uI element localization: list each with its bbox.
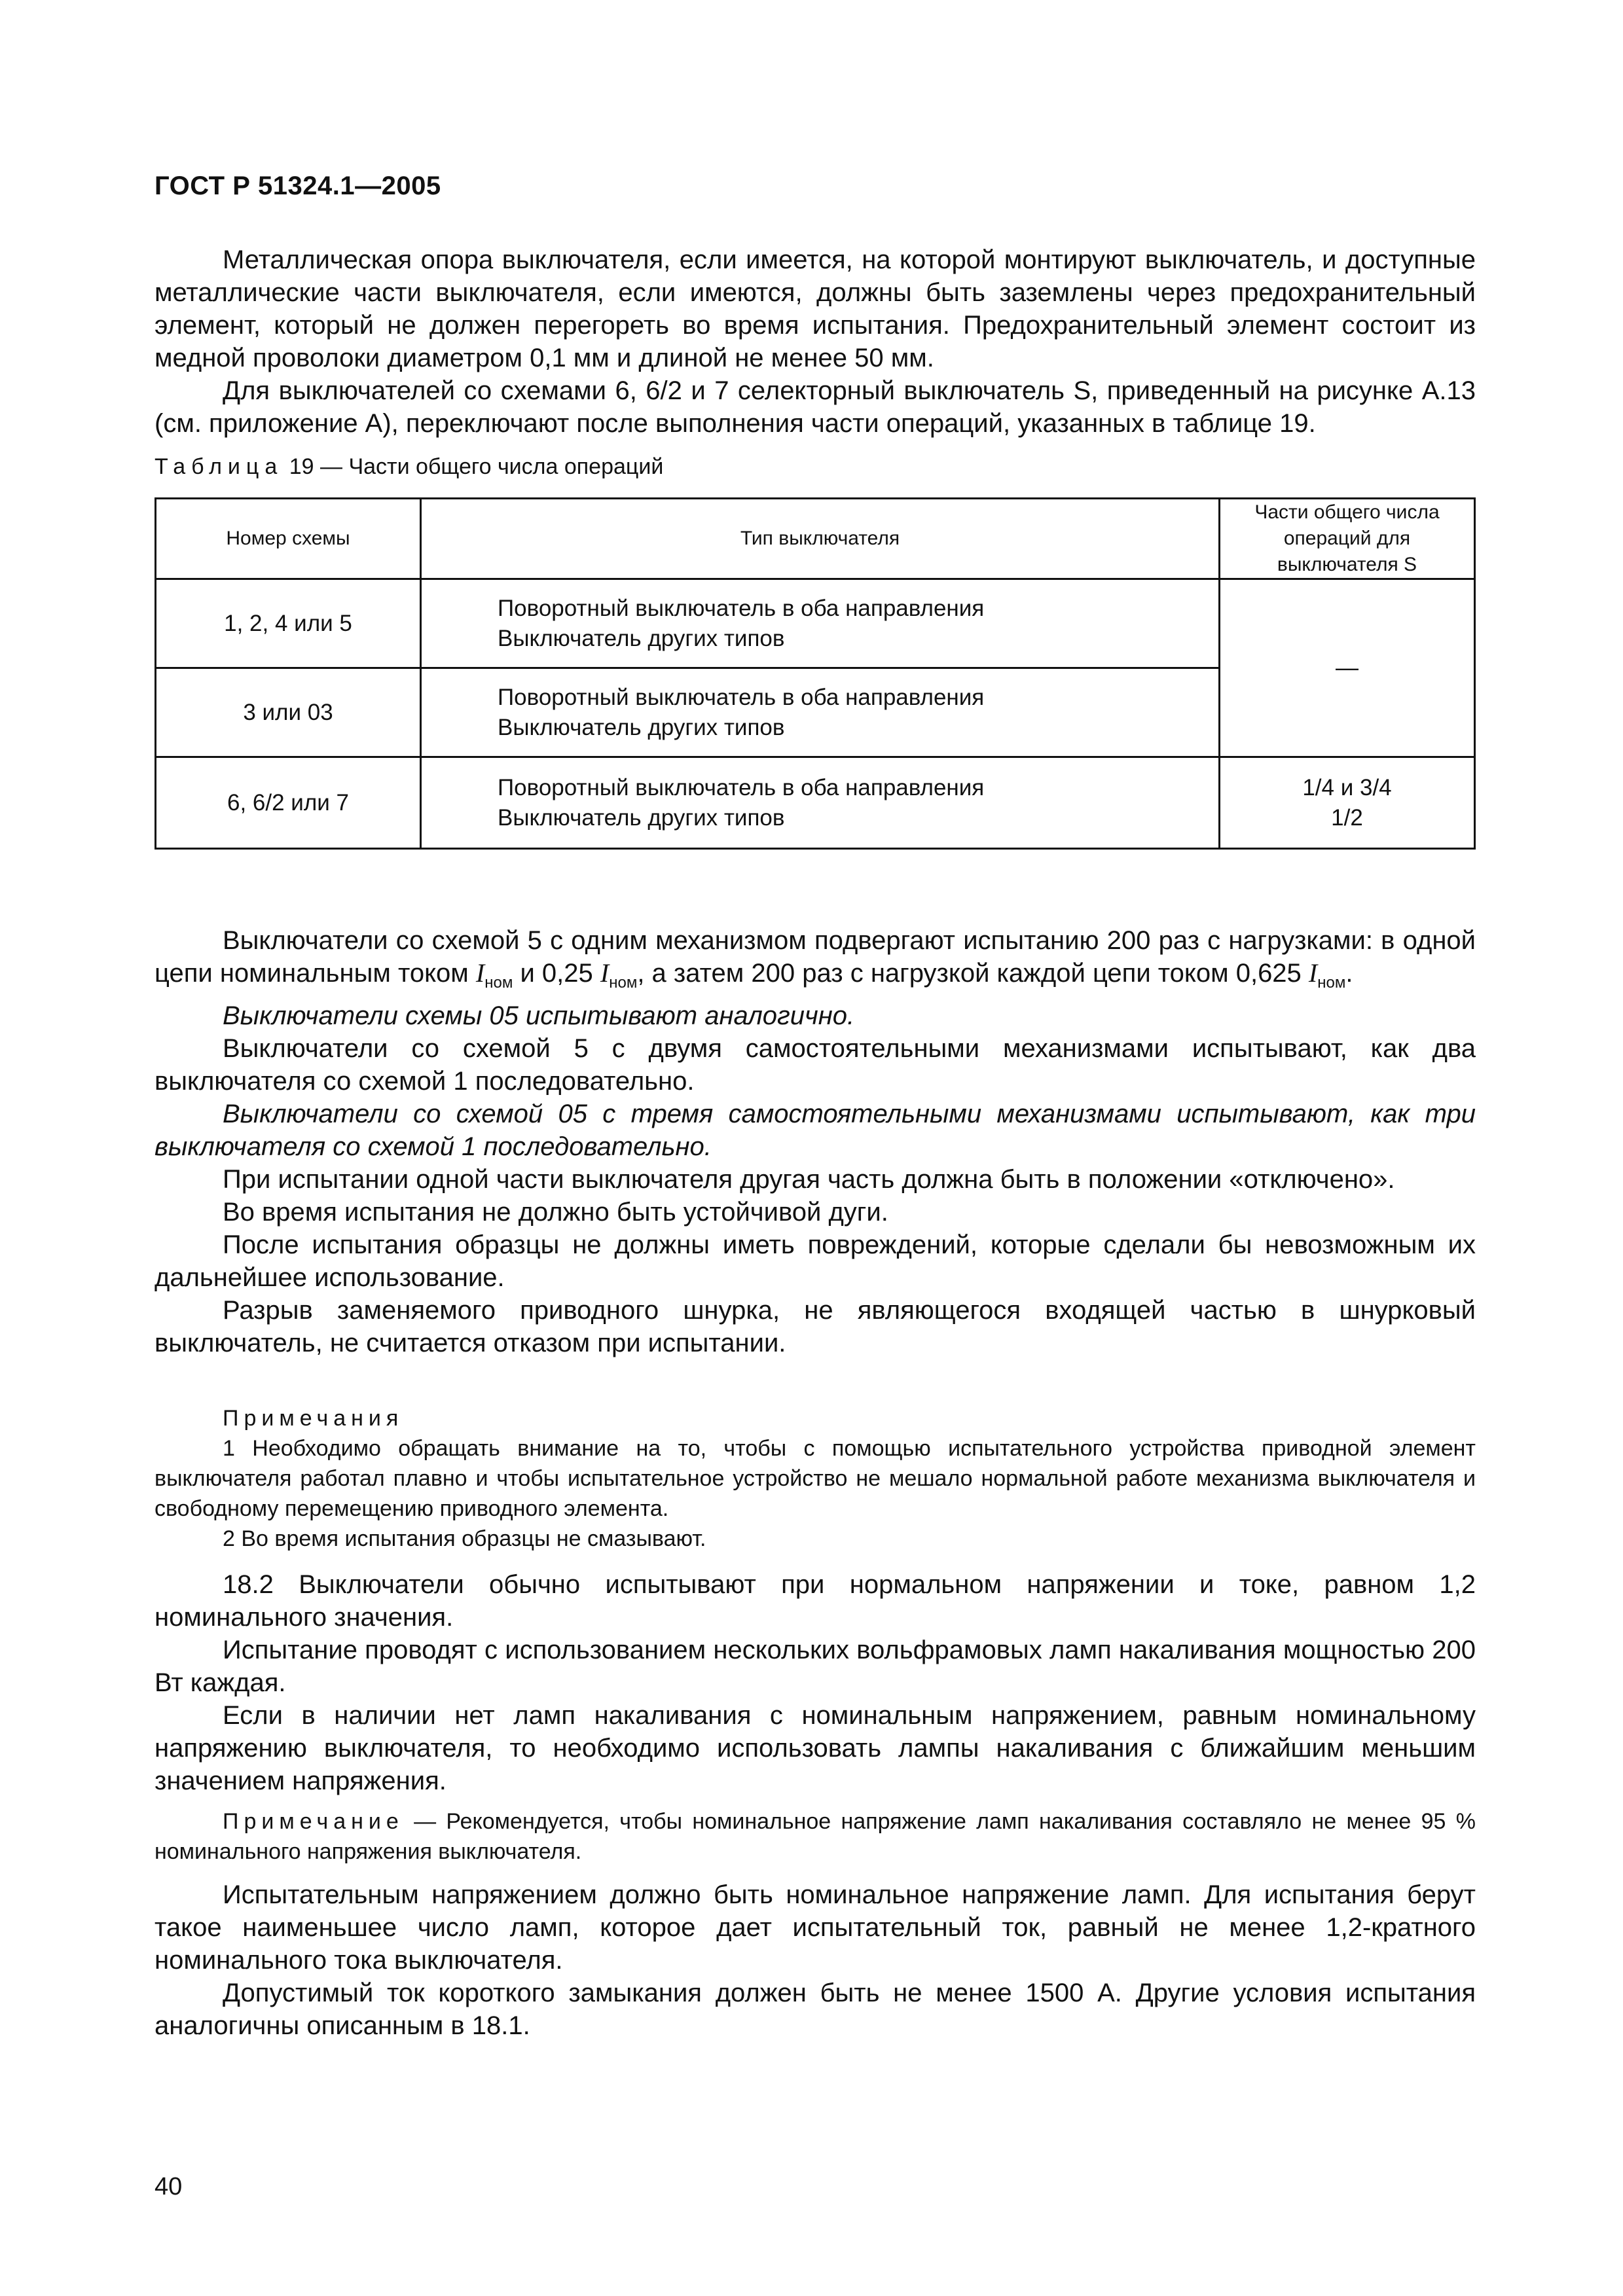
current-symbol: I	[1308, 958, 1318, 988]
body-p1-part-d: .	[1345, 959, 1353, 988]
section-18-2	[155, 1568, 1476, 1797]
cell-type-line-1: Поворотный выключатель в оба направления	[498, 774, 985, 800]
body-paragraph-6: Во время испытания не должно быть устойчивой дуги.	[223, 1198, 888, 1227]
section-18-2-paragraph-3: Если в наличии нет ламп накаливания с номинальным напряжением, равным номинальному напряжению выключателя, то необходимо использовать лампы накаливания с ближайшим меньшим значением напряжения.	[155, 1701, 1476, 1795]
intro-paragraph-1: Металлическая опора выключателя, если имеется, на которой монтируют выключатель, и доступные металлические части выключателя, если имеются, должны быть заземлены через предохранительный элемент, который не должен перегореть во время испытания. Предохранительный элемент состоит из медной проволоки диаметром 0,1 мм и длиной не менее 50 мм.	[155, 245, 1476, 372]
body-p1-part-c: , а затем 200 раз с нагрузкой каждой цепи током 0,625	[637, 959, 1309, 988]
intro-block	[155, 243, 1476, 440]
body-block	[155, 924, 1476, 1359]
cell-parts	[1220, 757, 1475, 849]
cell-parts-merged: —	[1220, 579, 1475, 757]
cell-type	[421, 668, 1220, 757]
cell-parts-line-2: 1/2	[1331, 804, 1363, 831]
table-19	[155, 497, 1476, 850]
current-symbol: I	[600, 958, 610, 988]
section-18-2-paragraph-2: Испытание проводят с использованием нескольких вольфрамовых ламп накаливания мощностью 200 Вт каждая.	[155, 1636, 1476, 1697]
body-paragraph-4: Выключатели со схемой 05 с тремя самостоятельными механизмами испытывают, как три выключателя со схемой 1 последовательно.	[155, 1100, 1476, 1161]
cell-type	[421, 757, 1220, 849]
cell-type-line-2: Выключатель других типов	[498, 804, 785, 831]
body-paragraph-5: При испытании одной части выключателя другая часть должна быть в положении «отключено».	[223, 1165, 1395, 1194]
note-body: — Рекомендуется, чтобы номинальное напряжение ламп накаливания составляло не менее 95 % номинального напряжения выключателя.	[155, 1809, 1476, 1864]
note-2: 2 Во время испытания образцы не смазывают.	[223, 1526, 706, 1551]
table-caption-word: Таблица	[155, 454, 283, 479]
table-row	[156, 579, 1475, 668]
body-p1-part-a: Выключатели со схемой 5 с одним механизмом подвергают испытанию 200 раз с нагрузками: в одной цепи номинальным током	[155, 926, 1476, 988]
cell-type-line-2: Выключатель других типов	[498, 625, 785, 651]
intro-paragraph-2: Для выключателей со схемами 6, 6/2 и 7 селекторный выключатель S, приведенный на рисунке А.13 (см. приложение А), переключают после выполнения части операций, указанных в таблице 19.	[155, 376, 1476, 438]
body-paragraph-2: Выключатели схемы 05 испытывают аналогично.	[223, 1001, 855, 1030]
current-symbol: I	[475, 958, 485, 988]
note-title: Примечание	[223, 1809, 404, 1834]
final-block	[155, 1878, 1476, 2042]
standard-header: ГОСТ Р 51324.1—2005	[155, 171, 441, 200]
body-paragraph-8: Разрыв заменяемого приводного шнурка, не являющегося входящей частью в шнурковый выключатель, не считается отказом при испытании.	[155, 1296, 1476, 1357]
body-paragraph-7: После испытания образцы не должны иметь повреждений, которые сделали бы невозможным их дальнейшее использование.	[155, 1230, 1476, 1292]
cell-type-line-1: Поворотный выключатель в оба направления	[498, 684, 985, 710]
body-paragraph-1	[155, 924, 1476, 999]
cell-scheme: 6, 6/2 или 7	[156, 757, 421, 849]
table-caption-text: 19 — Части общего числа операций	[283, 454, 664, 479]
header-parts: Части общего числа операций для выключателя S	[1220, 499, 1475, 579]
cell-scheme: 3 или 03	[156, 668, 421, 757]
note-text	[155, 1806, 1476, 1867]
note-1: 1 Необходимо обращать внимание на то, чтобы с помощью испытательного устройства приводной элемент выключателя работал плавно и чтобы испытательное устройство не мешало нормальной работе механизма выключателя и свободному перемещению приводного элемента.	[155, 1436, 1476, 1521]
table-header-row	[156, 499, 1475, 579]
header-type: Тип выключателя	[421, 499, 1220, 579]
cell-parts-line-1: 1/4 и 3/4	[1302, 774, 1392, 800]
current-subscript: ном	[484, 974, 513, 992]
current-subscript: ном	[609, 974, 638, 992]
table-caption	[155, 454, 663, 480]
body-paragraph-3: Выключатели со схемой 5 с двумя самостоятельными механизмами испытывают, как два выключателя со схемой 1 последовательно.	[155, 1034, 1476, 1096]
notes-title: Примечания	[223, 1406, 404, 1431]
note-block-2	[155, 1806, 1476, 1867]
notes-block	[155, 1403, 1476, 1554]
current-subscript: ном	[1317, 974, 1346, 992]
cell-type-line-2: Выключатель других типов	[498, 714, 785, 740]
section-18-2-paragraph-1: 18.2 Выключатели обычно испытывают при нормальном напряжении и токе, равном 1,2 номинального значения.	[155, 1570, 1476, 1632]
cell-type	[421, 579, 1220, 668]
table-row	[156, 757, 1475, 849]
final-paragraph-2: Допустимый ток короткого замыкания должен быть не менее 1500 А. Другие условия испытания аналогичны описанным в 18.1.	[155, 1979, 1476, 2040]
final-paragraph-1: Испытательным напряжением должно быть номинальное напряжение ламп. Для испытания берут такое наименьшее число ламп, которое дает испытательный ток, равный не менее 1,2-кратного номинального тока выключателя.	[155, 1880, 1476, 1975]
page-number: 40	[155, 2173, 183, 2200]
cell-scheme: 1, 2, 4 или 5	[156, 579, 421, 668]
body-p1-part-b: и 0,25	[513, 959, 600, 988]
header-scheme: Номер схемы	[156, 499, 421, 579]
cell-type-line-1: Поворотный выключатель в оба направления	[498, 595, 985, 621]
